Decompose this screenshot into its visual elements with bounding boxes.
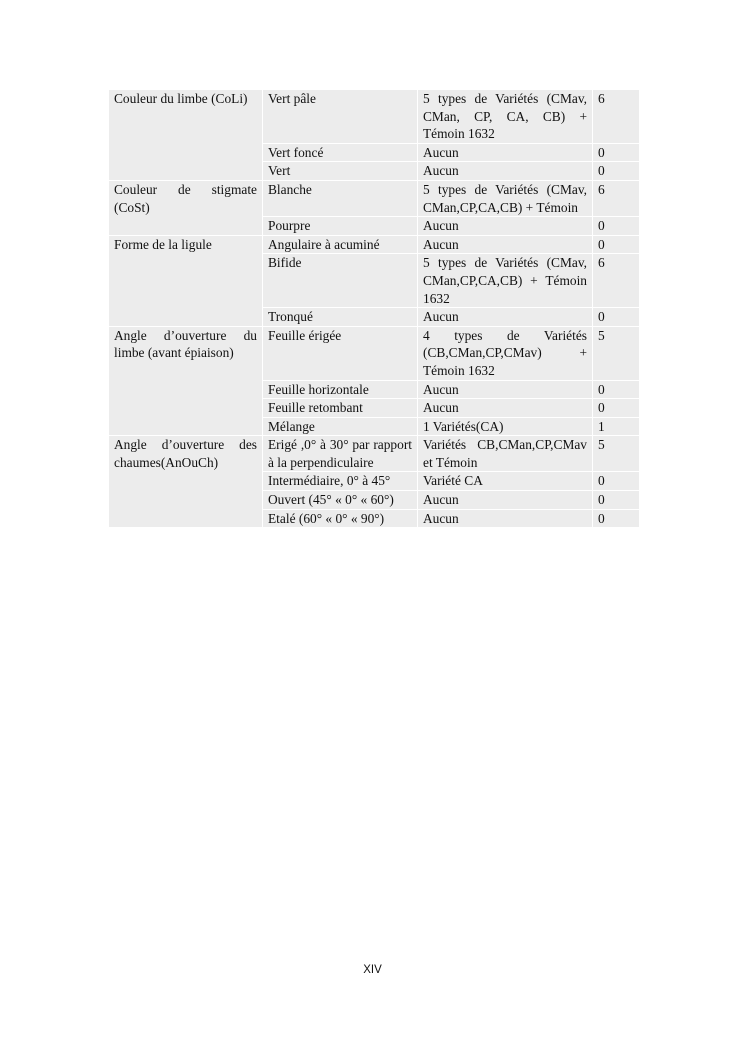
varieties-cell: Variétés CB,CMan,CP,CMav et Témoin [418,436,593,472]
modality-cell: Ouvert (45° « 0° « 60°) [263,491,418,510]
modality-cell: Bifide [263,254,418,308]
table-row [109,235,640,254]
modality-cell: Vert foncé [263,143,418,162]
character-cell: Couleur du limbe (CoLi) [109,90,263,181]
character-cell: Couleur de stigmate (CoSt) [109,180,263,235]
varieties-cell: Aucun [418,491,593,510]
varieties-cell: Aucun [418,143,593,162]
table-row [109,180,640,216]
modality-cell: Feuille érigée [263,326,418,380]
count-cell: 6 [593,90,640,144]
modality-cell: Mélange [263,417,418,436]
table-row [109,436,640,472]
table-row [109,90,640,144]
modality-cell: Vert pâle [263,90,418,144]
count-cell: 0 [593,217,640,236]
varieties-cell: 5 types de Variétés (CMav, CMan, CP, CA, CB) + Témoin 1632 [418,90,593,144]
varieties-cell: 4 types de Variétés (CB,CMan,CP,CMav) + Témoin 1632 [418,326,593,380]
character-cell: Forme de la ligule [109,235,263,326]
count-cell: 6 [593,180,640,216]
modality-cell: Tronqué [263,308,418,327]
count-cell: 0 [593,472,640,491]
count-cell: 1 [593,417,640,436]
varieties-cell: 5 types de Variétés (CMav, CMan,CP,CA,CB) + Témoin [418,180,593,216]
varieties-cell: 1 Variétés(CA) [418,417,593,436]
count-cell: 0 [593,143,640,162]
count-cell: 0 [593,509,640,528]
varieties-cell: Aucun [418,399,593,418]
page-number: XIV [363,964,382,976]
count-cell: 0 [593,308,640,327]
varieties-cell: Variété CA [418,472,593,491]
varieties-cell: Aucun [418,162,593,181]
traits-table [108,89,640,528]
count-cell: 0 [593,399,640,418]
count-cell: 5 [593,436,640,472]
modality-cell: Etalé (60° « 0° « 90°) [263,509,418,528]
varieties-cell: Aucun [418,308,593,327]
modality-cell: Blanche [263,180,418,216]
varieties-cell: Aucun [418,235,593,254]
table-row [109,326,640,380]
count-cell: 0 [593,491,640,510]
varieties-cell: Aucun [418,509,593,528]
character-cell: Angle d’ouverture du limbe (avant épiaison) [109,326,263,436]
varieties-cell: Aucun [418,380,593,399]
modality-cell: Angulaire à acuminé [263,235,418,254]
modality-cell: Intermédiaire, 0° à 45° [263,472,418,491]
count-cell: 5 [593,326,640,380]
modality-cell: Pourpre [263,217,418,236]
varieties-cell: 5 types de Variétés (CMav, CMan,CP,CA,CB) + Témoin 1632 [418,254,593,308]
count-cell: 0 [593,235,640,254]
count-cell: 0 [593,162,640,181]
varieties-cell: Aucun [418,217,593,236]
character-cell: Angle d’ouverture des chaumes(AnOuCh) [109,436,263,528]
modality-cell: Vert [263,162,418,181]
modality-cell: Feuille horizontale [263,380,418,399]
count-cell: 6 [593,254,640,308]
modality-cell: Feuille retombant [263,399,418,418]
count-cell: 0 [593,380,640,399]
modality-cell: Erigé ,0° à 30° par rapport à la perpendiculaire [263,436,418,472]
